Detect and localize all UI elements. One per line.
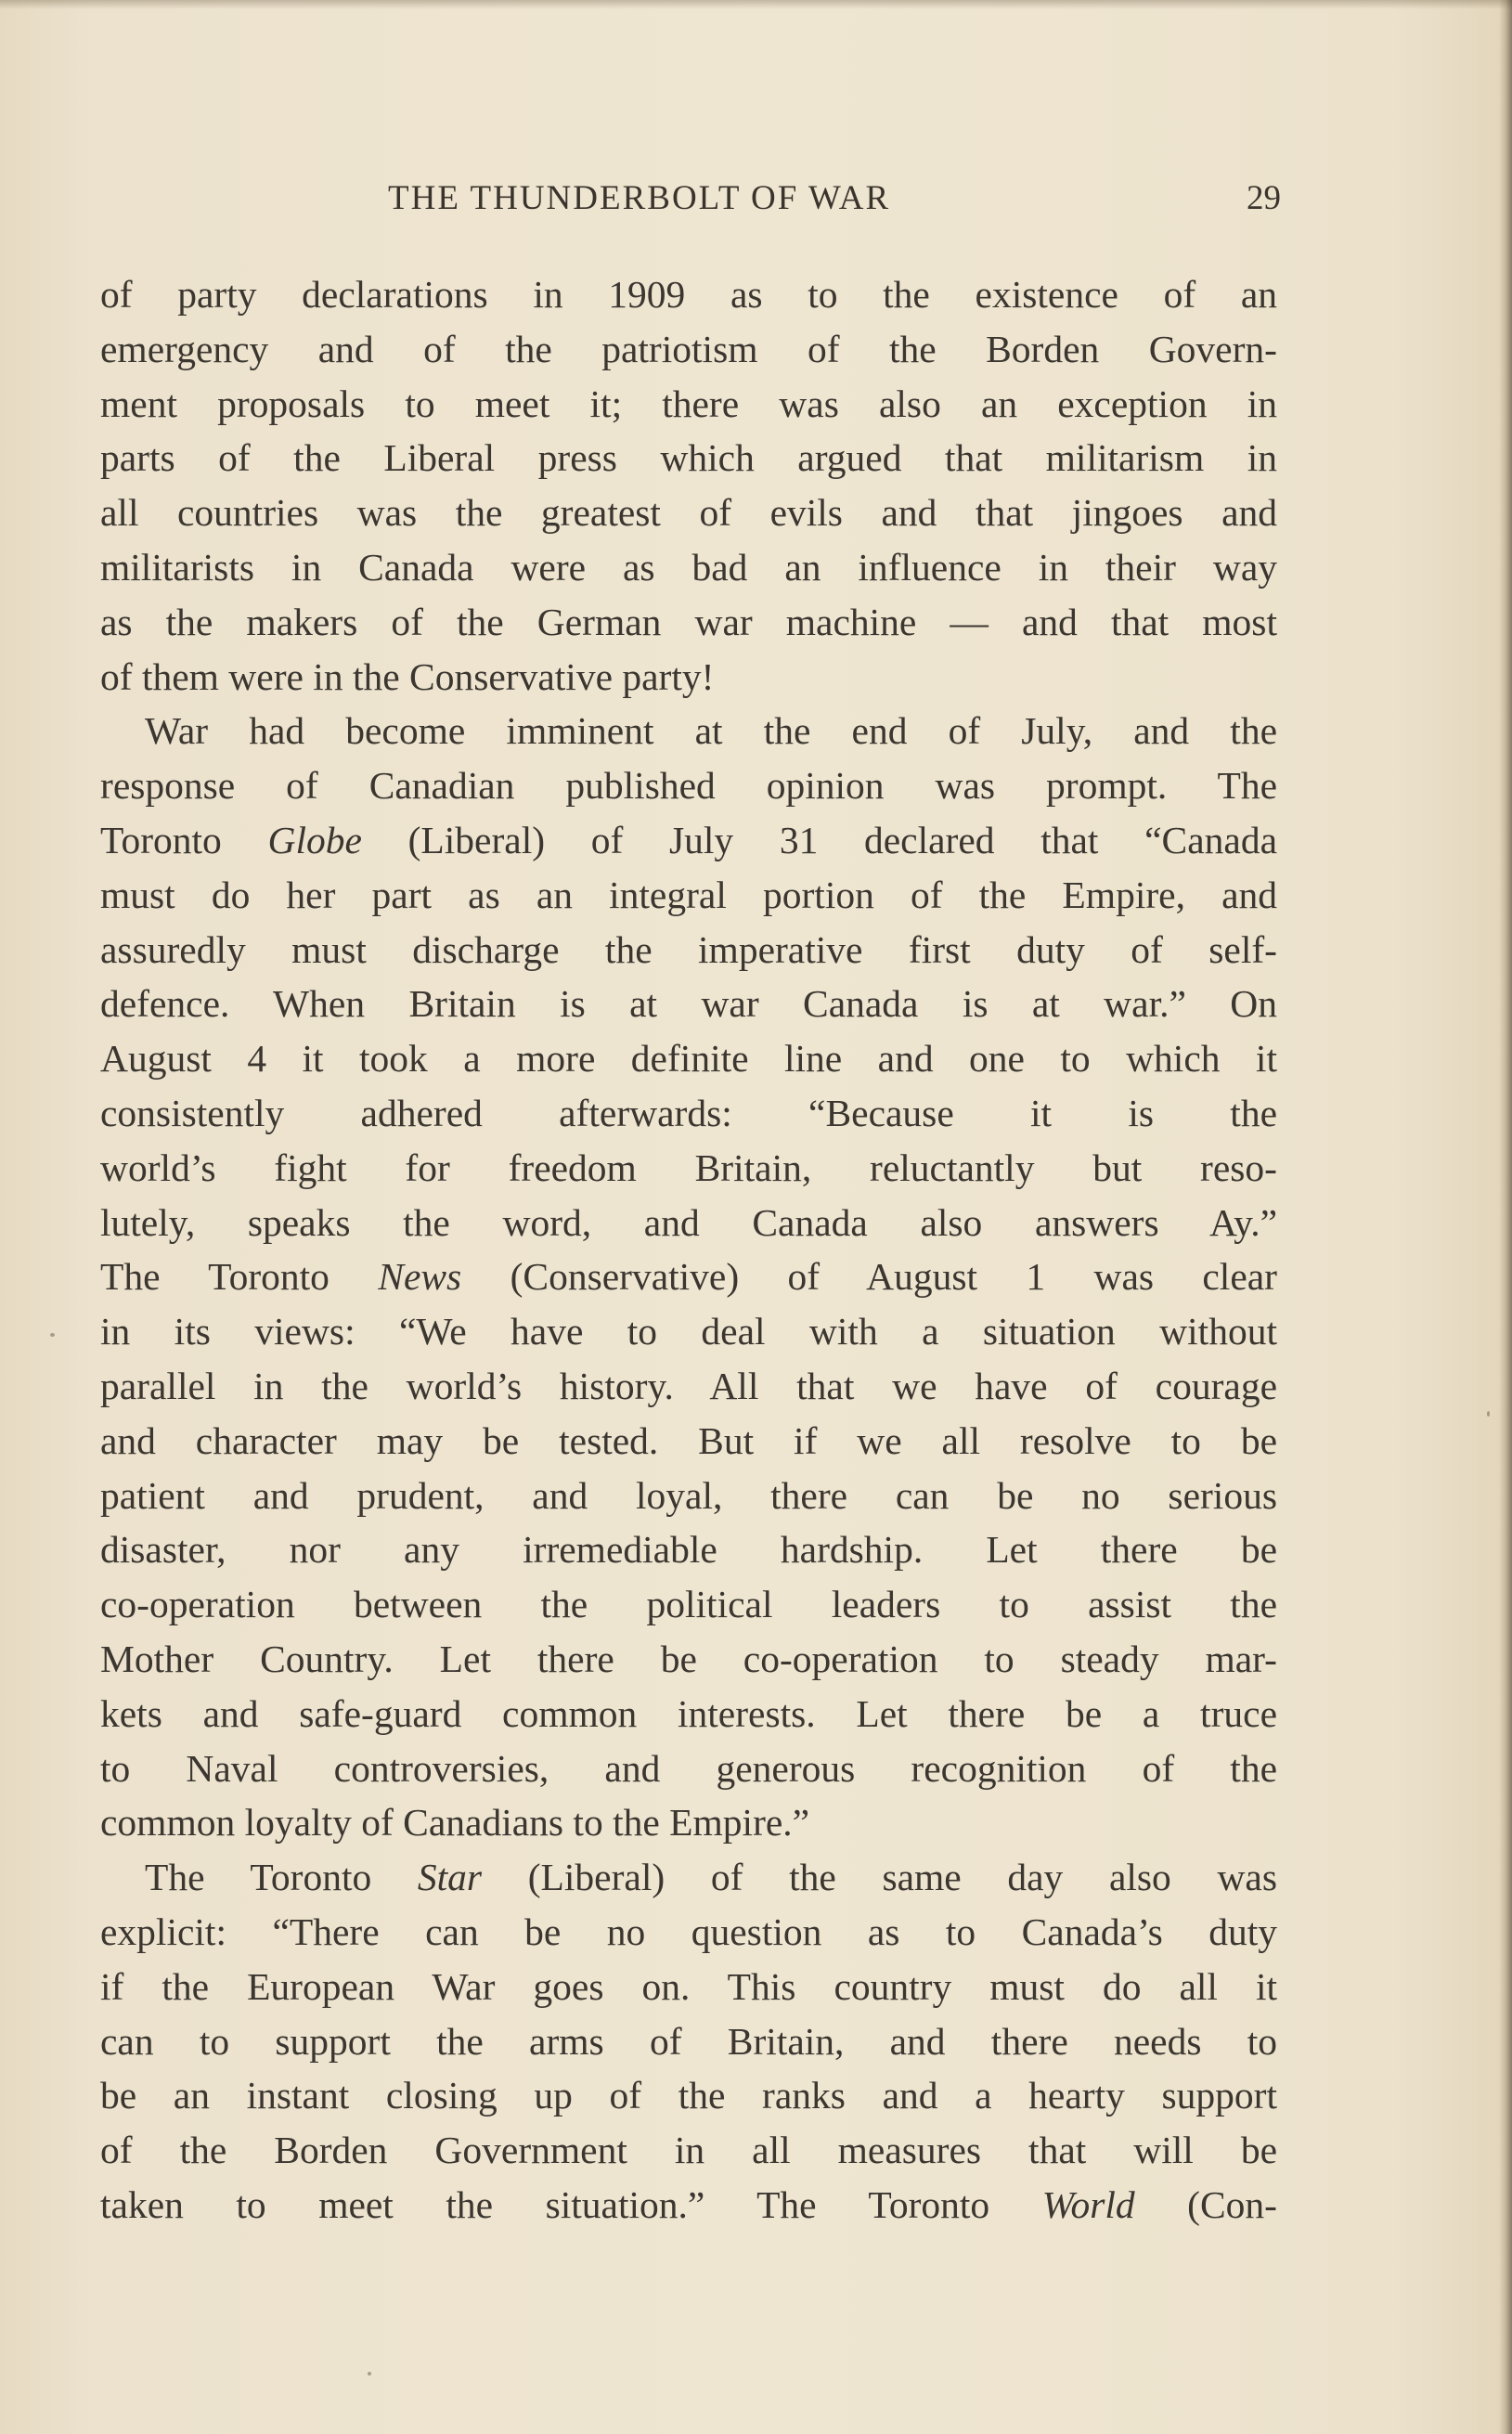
text-line [100,1249,1277,1304]
paragraph-start-line: War had become imminent at the end of July, and the [145,709,1277,753]
text-line: must do her part as an integral portion of the Empire, and [100,873,1277,916]
text-line: parallel in the world’s history. All that we have of courage [100,1364,1277,1407]
page-number: 29 [1247,179,1281,217]
paper-speck [368,2372,371,2376]
text-line: of party declarations in 1909 as to the existence of an [100,273,1277,316]
text-line: if the European War goes on. This country must do all it [100,1964,1277,2008]
text-line: consistently adhered afterwards: “Because it is the [100,1091,1277,1134]
text-line: assuredly must discharge the imperative first duty of self- [100,927,1277,971]
line-segment: The Toronto [100,1255,379,1299]
paragraph-start-line [100,1850,1277,1905]
text-line: explicit: “There can be no question as to Canada’s duty [100,1910,1277,1953]
text-line: patient and prudent, and loyal, there can be no serious [100,1473,1277,1517]
newspaper-title: Globe [267,818,362,861]
line-segment: (Liberal) of July 31 declared that “Canada [361,818,1277,861]
text-line: Mother Country. Let there be co-operation to steady mar- [100,1637,1277,1680]
line-segment: (Liberal) of the same day also was [482,1856,1277,1899]
text-line: co-operation between the political leaders to assist the [100,1583,1277,1626]
text-line: be an instant closing up of the ranks and a hearty support [100,2074,1277,2117]
text-line: common loyalty of Canadians to the Empire.” [100,1801,810,1845]
text-line: and character may be tested. But if we all resolve to be [100,1418,1277,1462]
text-line: of them were in the Conservative party! [100,654,715,698]
text-line: in its views: “We have to deal with a situation without [100,1310,1277,1353]
running-title: THE THUNDERBOLT OF WAR [388,179,891,217]
text-line: all countries was the greatest of evils and that jingoes and [100,491,1277,535]
text-line: disaster, nor any irremediable hardship. Let there be [100,1528,1277,1572]
text-line: parts of the Liberal press which argued that militarism in [100,436,1277,480]
text-line: response of Canadian published opinion was prompt. The [100,764,1277,808]
line-segment: Toronto [100,818,268,861]
text-line: as the makers of the German war machine — and that most [100,600,1277,643]
text-line: world’s fight for freedom Britain, reluctantly but reso- [100,1146,1277,1189]
text-line: to Naval controversies, and generous recognition of the [100,1746,1277,1790]
line-segment: taken to meet the situation.” The Toronto [100,2182,1042,2226]
newspaper-title: Star [417,1856,483,1899]
text-line [100,2178,1277,2233]
text-line: ment proposals to meet it; there was also an exception in [100,382,1277,425]
text-line: can to support the arms of Britain, and there needs to [100,2019,1277,2063]
body-text [100,267,1277,2233]
text-line: August 4 it took a more definite line and one to which it [100,1037,1277,1081]
line-segment: The Toronto [145,1856,418,1899]
text-line: defence. When Britain is at war Canada is at war.” On [100,982,1277,1026]
page-top-shadow [0,0,1512,9]
paper-speck [50,1333,55,1337]
line-segment: (Conservative) of August 1 was clear [461,1255,1277,1299]
text-line: emergency and of the patriotism of the Borden Govern- [100,327,1277,370]
text-line: lutely, speaks the word, and Canada also answers Ay.” [100,1200,1277,1244]
text-line: militarists in Canada were as bad an influence in their way [100,545,1277,589]
line-segment: (Con- [1134,2182,1277,2226]
paper-speck [1487,1411,1490,1417]
text-line [100,813,1277,868]
newspaper-title: World [1041,2182,1135,2226]
text-line: kets and safe-guard common interests. Let there be a truce [100,1691,1277,1735]
newspaper-title: News [378,1255,462,1299]
page-edge-shadow [1499,0,1512,2434]
running-head [102,178,1281,225]
text-line: of the Borden Government in all measures that will be [100,2129,1277,2172]
